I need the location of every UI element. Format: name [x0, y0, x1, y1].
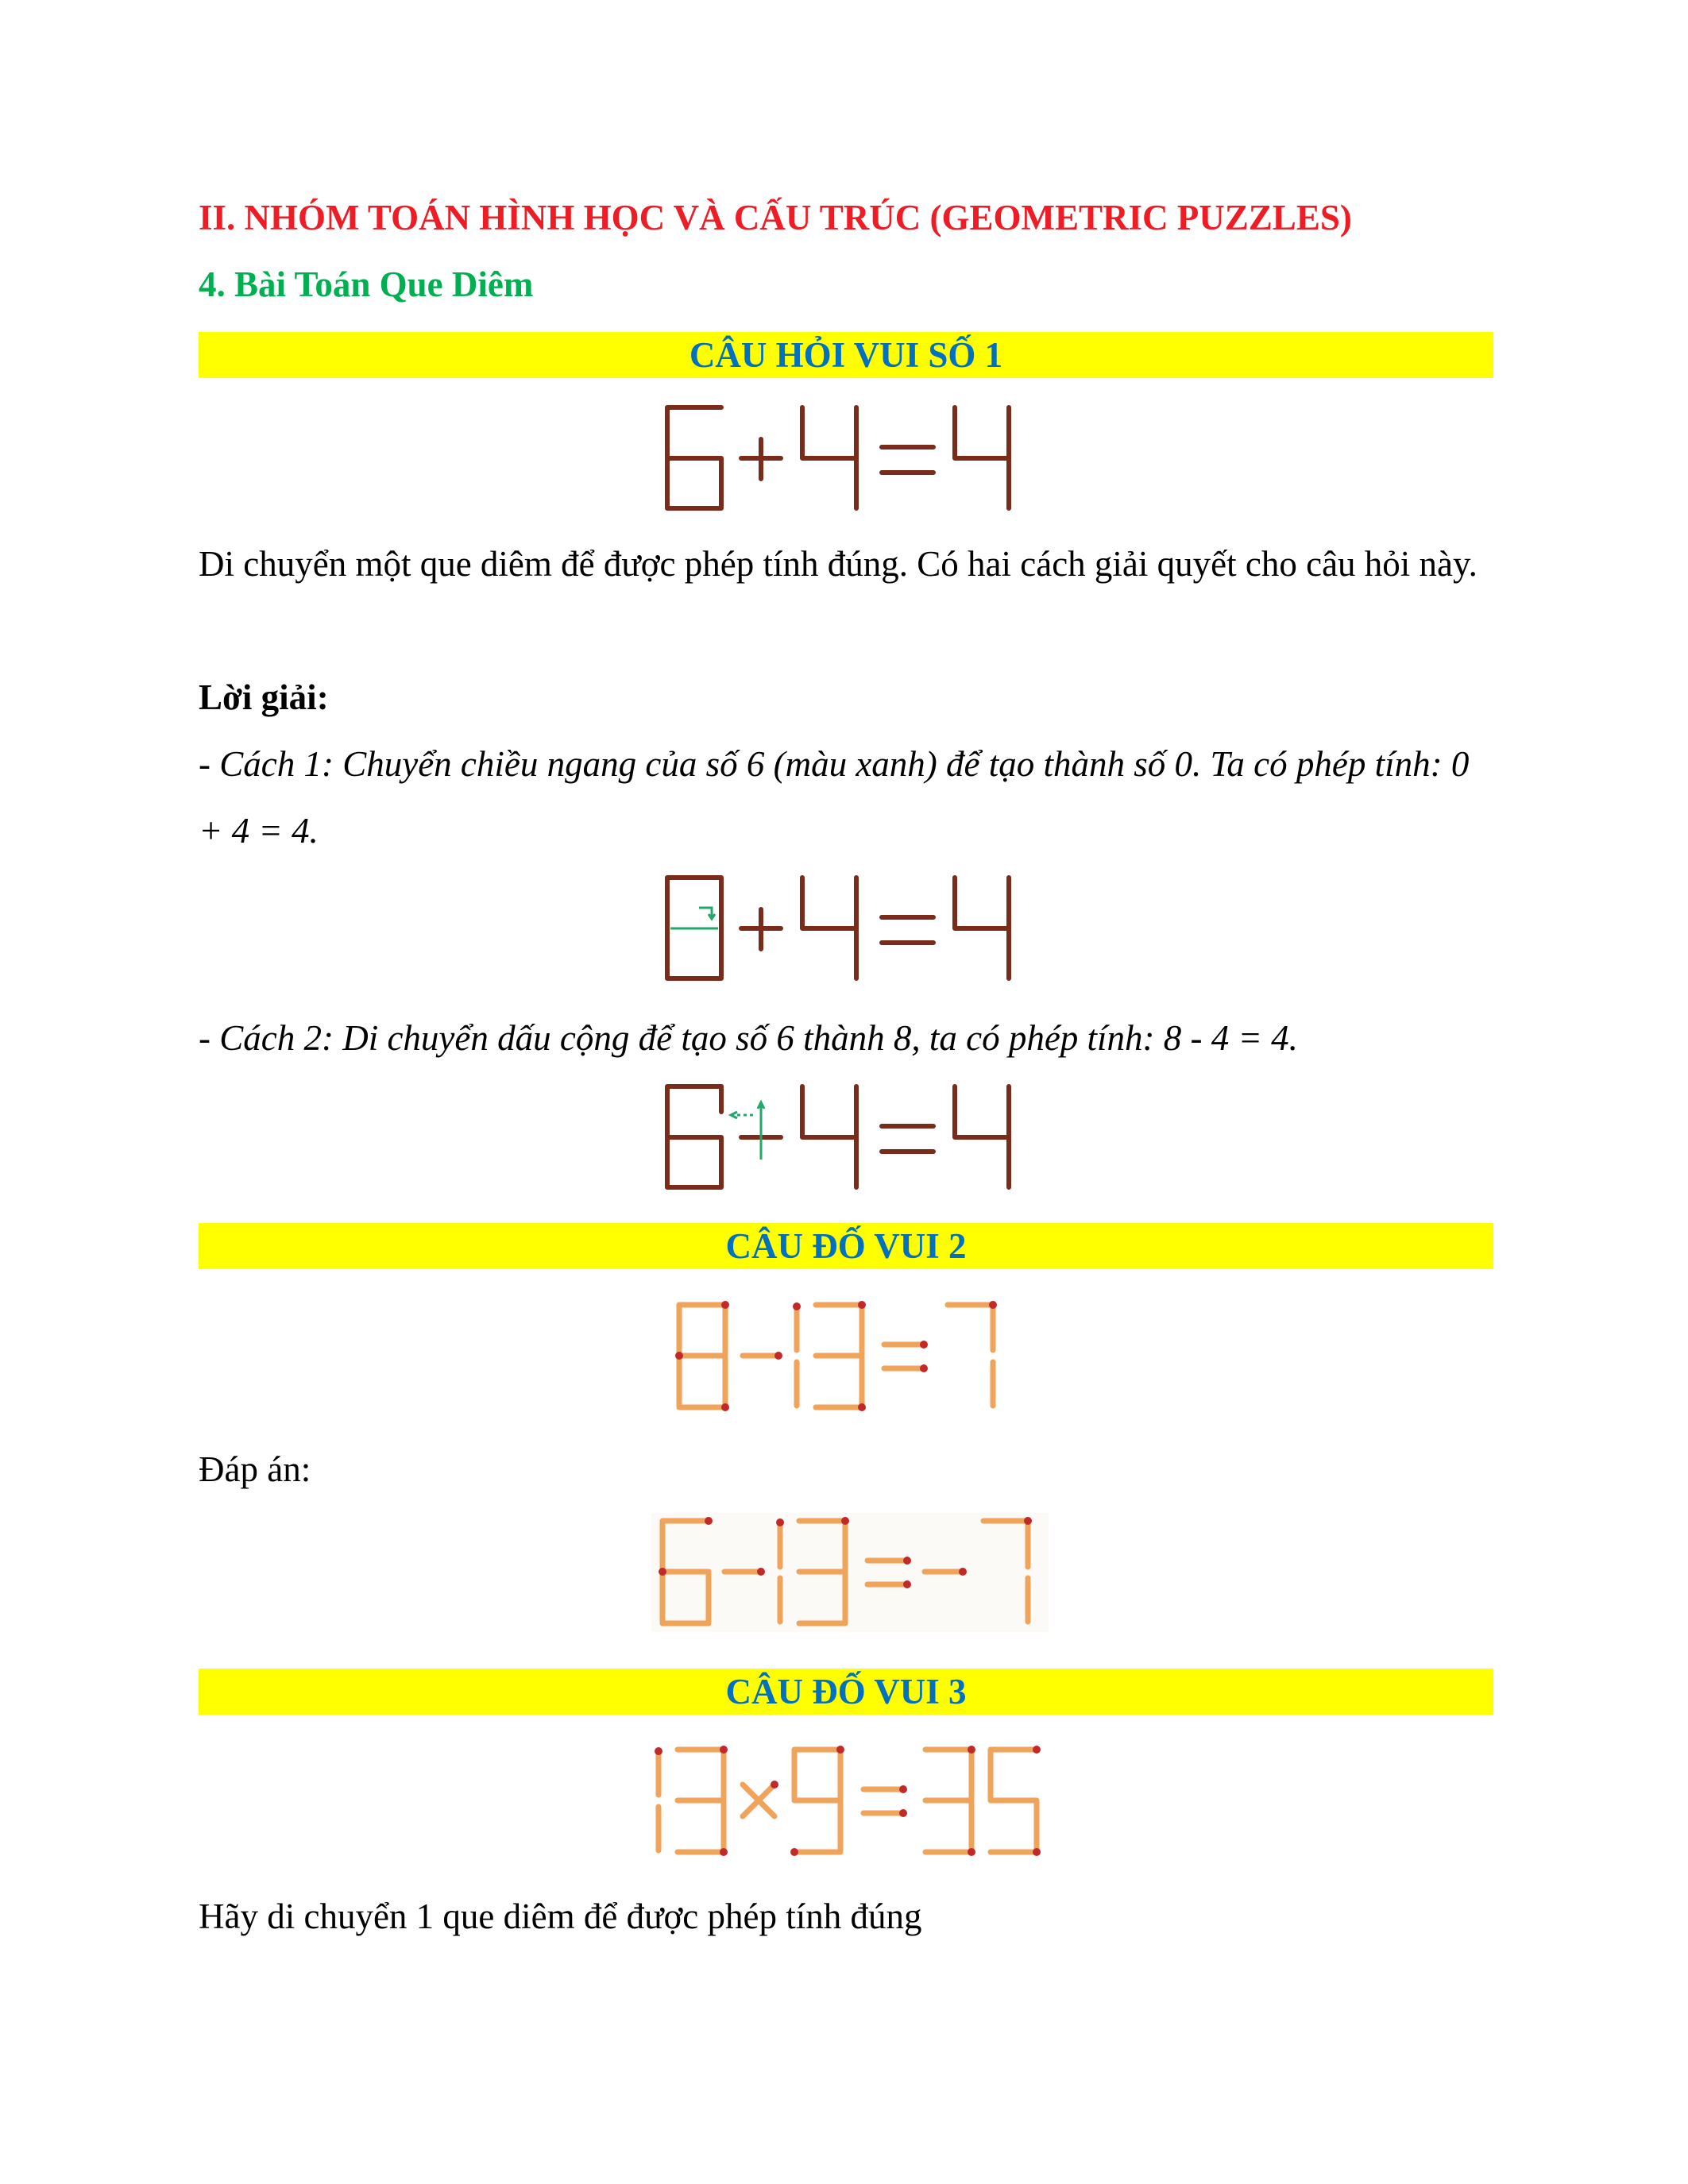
answer-matchstick-figure [651, 1513, 1049, 1632]
move-hint-arrow-icon [670, 908, 718, 928]
move-hint-arrow-icon [731, 1102, 764, 1160]
puzzle2-banner: CÂU ĐỐ VUI 2 [199, 1223, 1493, 1269]
answer-label: Đáp án: [199, 1449, 311, 1489]
subsection-title: 4. Bài Toán Que Diêm [199, 264, 534, 304]
puzzle1-question: Di chuyển một que diêm để được phép tính đúng. Có hai cách giải quyết cho câu hỏi này. [199, 544, 1477, 584]
puzzle1-banner: CÂU HỎI VUI SỐ 1 [199, 332, 1493, 378]
method2-matchstick-figure [659, 1080, 1041, 1195]
puzzle3-matchstick-figure [647, 1743, 1053, 1858]
puzzle1-matchstick-figure [659, 401, 1041, 516]
puzzle3-banner: CÂU ĐỐ VUI 3 [199, 1669, 1493, 1715]
puzzle2-matchstick-figure [671, 1298, 1029, 1414]
method1-matchstick-figure [659, 871, 1041, 986]
section-title: II. NHÓM TOÁN HÌNH HỌC VÀ CẤU TRÚC (GEOMETRIC PUZZLES) [199, 198, 1352, 237]
method2-text: - Cách 2: Di chuyển dấu cộng để tạo số 6 thành 8, ta có phép tính: 8 - 4 = 4. [199, 1018, 1298, 1058]
puzzle3-instruction: Hãy di chuyển 1 que diêm để được phép tính đúng [199, 1897, 922, 1936]
solution-label: Lời giải: [199, 677, 329, 717]
method1-text: - Cách 1: Chuyển chiều ngang của số 6 (màu xanh) để tạo thành số 0. Ta có phép tính: 0 + 4 = 4. [199, 744, 1470, 851]
